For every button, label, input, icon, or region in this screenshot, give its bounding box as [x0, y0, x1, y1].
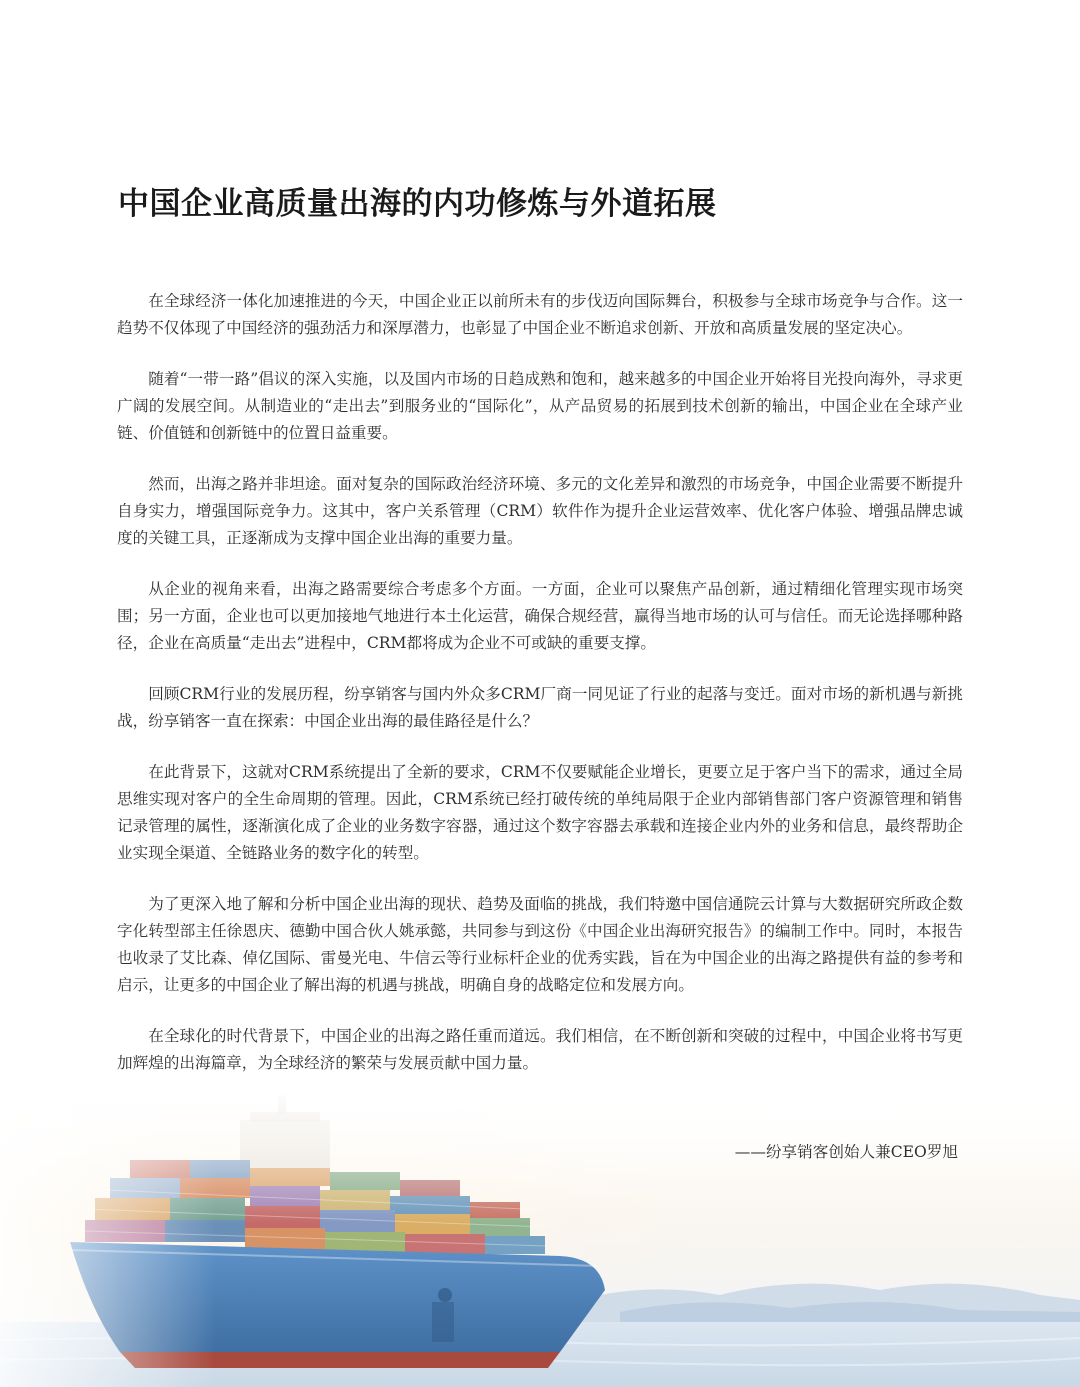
paragraph: 在全球经济一体化加速推进的今天，中国企业正以前所未有的步伐迈向国际舞台，积极参与全球市场竞争与合作。这一趋势不仅体现了中国经济的强劲活力和深厚潜力，也彰显了中国企业不断追求创新、开放和高质量发展的坚定决心。	[117, 292, 963, 337]
cargo-ship-background	[0, 1090, 1080, 1387]
paragraph: 然而，出海之路并非坦途。面对复杂的国际政治经济环境、多元的文化差异和激烈的市场竞争，中国企业需要不断提升自身实力，增强国际竞争力。这其中，客户关系管理（CRM）软件作为提升企业运营效率、优化客户体验、增强品牌忠诚度的关键工具，正逐渐成为支撑中国企业出海的重要力量。	[117, 475, 963, 547]
paragraph: 随着“一带一路”倡议的深入实施，以及国内市场的日趋成熟和饱和，越来越多的中国企业开始将目光投向海外，寻求更广阔的发展空间。从制造业的“走出去”到服务业的“国际化”，从产品贸易的拓展到技术创新的输出，中国企业在全球产业链、价值链和创新链中的位置日益重要。	[117, 370, 963, 442]
paragraph: 在此背景下，这就对CRM系统提出了全新的要求，CRM不仅要赋能企业增长，更要立足于客户当下的需求，通过全局思维实现对客户的全生命周期的管理。因此，CRM系统已经打破传统的单纯局限于企业内部销售部门客户资源管理和销售记录管理的属性，逐渐演化成了企业的业务数字容器，通过这个数字容器去承载和连接企业内外的业务和信息，最终帮助企业实现全渠道、全链路业务的数字化的转型。	[117, 763, 963, 862]
article-body	[117, 288, 963, 1101]
author-signature: ——纷享销客创始人兼CEO罗旭	[734, 1143, 958, 1161]
page-title: 中国企业高质量出海的内功修炼与外道拓展	[118, 186, 717, 222]
paragraph: 在全球化的时代背景下，中国企业的出海之路任重而道远。我们相信，在不断创新和突破的过程中，中国企业将书写更加辉煌的出海篇章，为全球经济的繁荣与发展贡献中国力量。	[117, 1027, 963, 1072]
paragraph: 回顾CRM行业的发展历程，纷享销客与国内外众多CRM厂商一同见证了行业的起落与变迁。面对市场的新机遇与新挑战，纷享销客一直在探索：中国企业出海的最佳路径是什么？	[117, 685, 963, 730]
paragraph: 为了更深入地了解和分析中国企业出海的现状、趋势及面临的挑战，我们特邀中国信通院云计算与大数据研究所政企数字化转型部主任徐恩庆、德勤中国合伙人姚承懿，共同参与到这份《中国企业出海研究报告》的编制工作中。同时，本报告也收录了艾比森、倬亿国际、雷曼光电、牛信云等行业标杆企业的优秀实践，旨在为中国企业的出海之路提供有益的参考和启示，让更多的中国企业了解出海的机遇与挑战，明确自身的战略定位和发展方向。	[117, 895, 963, 994]
paragraph: 从企业的视角来看，出海之路需要综合考虑多个方面。一方面，企业可以聚焦产品创新，通过精细化管理实现市场突围；另一方面，企业也可以更加接地气地进行本土化运营，确保合规经营，赢得当地市场的认可与信任。而无论选择哪种路径，企业在高质量“走出去”进程中，CRM都将成为企业不可或缺的重要支撑。	[117, 580, 963, 652]
